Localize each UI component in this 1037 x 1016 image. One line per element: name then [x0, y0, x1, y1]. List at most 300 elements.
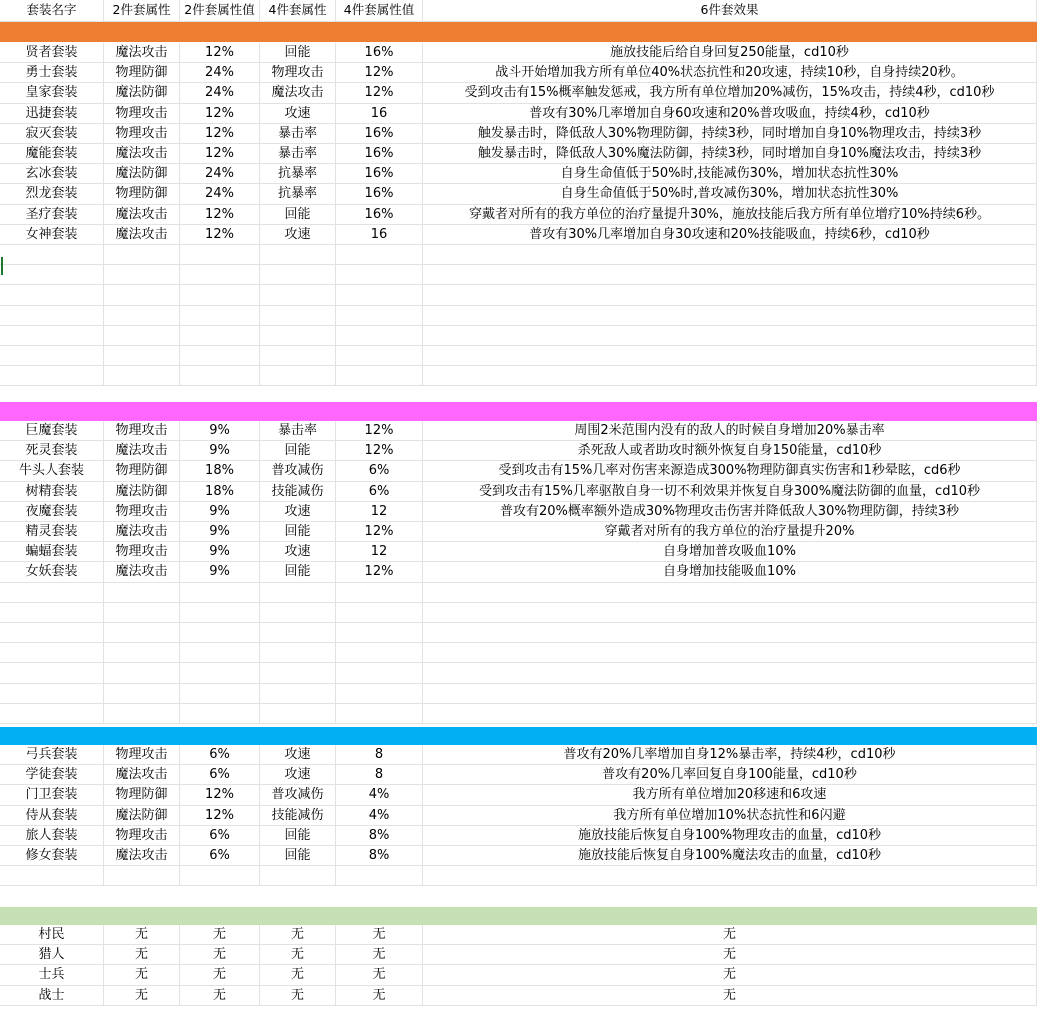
cell-2pc-value[interactable]: 12%	[180, 225, 260, 245]
table-row	[0, 562, 1037, 582]
cell-6pc-effect[interactable]	[423, 643, 1037, 663]
cell-2pc-attr[interactable]	[104, 346, 180, 366]
cell-2pc-value[interactable]: 无	[180, 945, 260, 965]
cell-2pc-value[interactable]	[180, 326, 260, 346]
cell-2pc-value[interactable]: 无	[180, 925, 260, 945]
cell-2pc-value[interactable]	[180, 265, 260, 285]
cell-2pc-value[interactable]	[180, 306, 260, 326]
cell-4pc-attr[interactable]: 回能	[260, 826, 336, 846]
cell-4pc-value[interactable]	[336, 265, 423, 285]
cell-4pc-value[interactable]: 12%	[336, 522, 423, 542]
cell-4pc-value[interactable]: 16%	[336, 184, 423, 204]
cell-set-name[interactable]: 树精套装	[0, 482, 104, 502]
cell-4pc-attr[interactable]: 暴击率	[260, 144, 336, 164]
cell-4pc-attr[interactable]: 魔法攻击	[260, 83, 336, 103]
cell-4pc-value[interactable]: 16%	[336, 124, 423, 144]
cell-2pc-value[interactable]: 24%	[180, 184, 260, 204]
cell-2pc-value[interactable]	[180, 285, 260, 305]
cell-2pc-value[interactable]	[180, 704, 260, 724]
cell-4pc-attr[interactable]	[260, 265, 336, 285]
cell-set-name[interactable]: 弓兵套装	[0, 745, 104, 765]
cell-2pc-value[interactable]	[180, 603, 260, 623]
cell-set-name[interactable]: 学徒套装	[0, 765, 104, 785]
cell-2pc-attr[interactable]: 物理攻击	[104, 502, 180, 522]
cell-2pc-attr[interactable]	[104, 583, 180, 603]
cell-2pc-attr[interactable]: 物理防御	[104, 461, 180, 481]
cell-2pc-attr[interactable]: 魔法攻击	[104, 205, 180, 225]
cell-2pc-attr[interactable]: 魔法攻击	[104, 522, 180, 542]
cell-6pc-effect[interactable]	[423, 346, 1037, 366]
cell-4pc-value[interactable]: 12%	[336, 441, 423, 461]
cell-2pc-attr[interactable]: 魔法攻击	[104, 43, 180, 63]
empty-row	[0, 583, 1037, 603]
cell-6pc-effect[interactable]	[423, 583, 1037, 603]
cell-set-name[interactable]	[0, 603, 104, 623]
empty-row	[0, 663, 1037, 683]
empty-row	[0, 643, 1037, 663]
cell-6pc-effect[interactable]	[423, 704, 1037, 724]
cell-set-name[interactable]: 旅人套装	[0, 826, 104, 846]
cell-cursor-marker	[1, 257, 3, 275]
header-cell-2pc-value[interactable]: 2件套属性值	[180, 0, 260, 22]
table-row	[0, 144, 1037, 164]
empty-row	[0, 306, 1037, 326]
cell-4pc-attr[interactable]	[260, 306, 336, 326]
cell-6pc-effect[interactable]: 施放技能后恢复自身100%物理攻击的血量，cd10秒	[423, 826, 1037, 846]
cell-2pc-attr[interactable]: 无	[104, 986, 180, 1006]
cell-4pc-attr[interactable]: 暴击率	[260, 421, 336, 441]
cell-6pc-effect[interactable]	[423, 603, 1037, 623]
cell-6pc-effect[interactable]	[423, 866, 1037, 886]
table-row	[0, 164, 1037, 184]
cell-6pc-effect[interactable]: 无	[423, 925, 1037, 945]
cell-2pc-attr[interactable]	[104, 684, 180, 704]
cell-2pc-value[interactable]: 无	[180, 965, 260, 985]
cell-4pc-attr[interactable]: 无	[260, 965, 336, 985]
table-row	[0, 441, 1037, 461]
cell-6pc-effect[interactable]	[423, 245, 1037, 265]
cell-2pc-value[interactable]	[180, 623, 260, 643]
cell-set-name[interactable]	[0, 285, 104, 305]
cell-2pc-attr[interactable]	[104, 326, 180, 346]
cell-set-name[interactable]	[0, 663, 104, 683]
cell-4pc-value[interactable]	[336, 366, 423, 386]
cell-4pc-attr[interactable]: 回能	[260, 562, 336, 582]
cell-4pc-value[interactable]: 16%	[336, 164, 423, 184]
table-row	[0, 482, 1037, 502]
header-cell-2pc-attr[interactable]: 2件套属性	[104, 0, 180, 22]
cell-set-name[interactable]: 圣疗套装	[0, 205, 104, 225]
cell-6pc-effect[interactable]	[423, 663, 1037, 683]
cell-2pc-attr[interactable]: 无	[104, 945, 180, 965]
cell-6pc-effect[interactable]: 我方所有单位增加20移速和6攻速	[423, 785, 1037, 805]
cell-4pc-value[interactable]	[336, 684, 423, 704]
cell-4pc-attr[interactable]: 无	[260, 925, 336, 945]
cell-6pc-effect[interactable]: 杀死敌人或者助攻时额外恢复自身150能量，cd10秒	[423, 441, 1037, 461]
cell-4pc-value[interactable]	[336, 346, 423, 366]
cell-6pc-effect[interactable]: 无	[423, 945, 1037, 965]
cell-set-name[interactable]	[0, 684, 104, 704]
cell-4pc-value[interactable]: 16%	[336, 43, 423, 63]
cell-2pc-attr[interactable]	[104, 285, 180, 305]
cell-4pc-value[interactable]: 12	[336, 542, 423, 562]
cell-set-name[interactable]	[0, 866, 104, 886]
cell-set-name[interactable]	[0, 346, 104, 366]
cell-4pc-value[interactable]: 8	[336, 745, 423, 765]
cell-4pc-attr[interactable]: 攻速	[260, 542, 336, 562]
table-row	[0, 461, 1037, 481]
cell-set-name[interactable]: 女神套装	[0, 225, 104, 245]
cell-4pc-value[interactable]	[336, 603, 423, 623]
cell-2pc-attr[interactable]	[104, 366, 180, 386]
cell-4pc-attr[interactable]: 攻速	[260, 502, 336, 522]
cell-4pc-attr[interactable]: 攻速	[260, 104, 336, 124]
section-band-4	[0, 907, 1037, 925]
cell-set-name[interactable]	[0, 704, 104, 724]
table-row	[0, 225, 1037, 245]
table-row	[0, 542, 1037, 562]
cell-2pc-attr[interactable]: 魔法防御	[104, 482, 180, 502]
cell-2pc-attr[interactable]: 物理攻击	[104, 421, 180, 441]
empty-row	[0, 346, 1037, 366]
cell-set-name[interactable]	[0, 366, 104, 386]
cell-2pc-value[interactable]	[180, 366, 260, 386]
cell-4pc-attr[interactable]: 回能	[260, 846, 336, 866]
cell-4pc-value[interactable]: 16	[336, 225, 423, 245]
cell-set-name[interactable]: 士兵	[0, 965, 104, 985]
cell-6pc-effect[interactable]: 普攻有30%几率增加自身30攻速和20%技能吸血，持续6秒，cd10秒	[423, 225, 1037, 245]
cell-set-name[interactable]: 迅捷套装	[0, 104, 104, 124]
cell-4pc-value[interactable]	[336, 663, 423, 683]
cell-4pc-attr[interactable]	[260, 583, 336, 603]
cell-6pc-effect[interactable]: 施放技能后给自身回复250能量，cd10秒	[423, 43, 1037, 63]
cell-4pc-value[interactable]: 8%	[336, 826, 423, 846]
cell-2pc-attr[interactable]: 魔法攻击	[104, 144, 180, 164]
empty-row	[0, 684, 1037, 704]
cell-4pc-attr[interactable]	[260, 866, 336, 886]
cell-set-name[interactable]: 村民	[0, 925, 104, 945]
cell-2pc-value[interactable]	[180, 663, 260, 683]
cell-4pc-attr[interactable]: 技能减伤	[260, 482, 336, 502]
cell-2pc-attr[interactable]	[104, 265, 180, 285]
cell-2pc-attr[interactable]: 魔法防御	[104, 83, 180, 103]
cell-4pc-value[interactable]	[336, 623, 423, 643]
cell-6pc-effect[interactable]: 无	[423, 986, 1037, 1006]
header-cell-4pc-value[interactable]: 4件套属性值	[336, 0, 423, 22]
table-row	[0, 421, 1037, 441]
cell-4pc-attr[interactable]	[260, 245, 336, 265]
cell-set-name[interactable]: 死灵套装	[0, 441, 104, 461]
cell-4pc-value[interactable]: 12	[336, 502, 423, 522]
cell-set-name[interactable]	[0, 583, 104, 603]
cell-6pc-effect[interactable]: 普攻有20%几率回复自身100能量，cd10秒	[423, 765, 1037, 785]
cell-2pc-value[interactable]: 24%	[180, 164, 260, 184]
empty-row	[0, 623, 1037, 643]
cell-6pc-effect[interactable]: 受到攻击有15%几率驱散自身一切不利效果并恢复自身300%魔法防御的血量，cd10秒	[423, 482, 1037, 502]
cell-2pc-attr[interactable]	[104, 643, 180, 663]
cell-4pc-value[interactable]: 6%	[336, 482, 423, 502]
cell-6pc-effect[interactable]: 穿戴者对所有的我方单位的治疗量提升20%	[423, 522, 1037, 542]
cell-2pc-attr[interactable]	[104, 245, 180, 265]
cell-set-name[interactable]: 勇士套装	[0, 63, 104, 83]
cell-4pc-value[interactable]: 12%	[336, 63, 423, 83]
cell-6pc-effect[interactable]: 普攻有20%几率增加自身12%暴击率，持续4秒，cd10秒	[423, 745, 1037, 765]
cell-6pc-effect[interactable]: 我方所有单位增加10%状态抗性和6闪避	[423, 806, 1037, 826]
cell-2pc-attr[interactable]: 物理防御	[104, 785, 180, 805]
cell-set-name[interactable]: 皇家套装	[0, 83, 104, 103]
header-cell-6pc-effect[interactable]: 6件套效果	[423, 0, 1037, 22]
empty-row	[0, 704, 1037, 724]
table-row	[0, 765, 1037, 785]
cell-6pc-effect[interactable]: 无	[423, 965, 1037, 985]
cell-set-name[interactable]: 巨魔套装	[0, 421, 104, 441]
cell-6pc-effect[interactable]	[423, 306, 1037, 326]
cell-2pc-value[interactable]: 24%	[180, 83, 260, 103]
cell-set-name[interactable]: 精灵套装	[0, 522, 104, 542]
section-band-2	[0, 402, 1037, 421]
table-row	[0, 502, 1037, 522]
cell-4pc-value[interactable]	[336, 306, 423, 326]
cell-2pc-value[interactable]	[180, 643, 260, 663]
cell-4pc-attr[interactable]	[260, 704, 336, 724]
cell-6pc-effect[interactable]: 战斗开始增加我方所有单位40%状态抗性和20攻速，持续10秒，自身持续20秒。	[423, 63, 1037, 83]
table-row	[0, 104, 1037, 124]
cell-6pc-effect[interactable]: 普攻有30%几率增加自身60攻速和20%普攻吸血，持续4秒，cd10秒	[423, 104, 1037, 124]
cell-set-name[interactable]: 烈龙套装	[0, 184, 104, 204]
cell-2pc-attr[interactable]: 魔法攻击	[104, 225, 180, 245]
cell-2pc-value[interactable]: 12%	[180, 124, 260, 144]
table-row	[0, 785, 1037, 805]
cell-set-name[interactable]: 玄冰套装	[0, 164, 104, 184]
cell-set-name[interactable]	[0, 643, 104, 663]
cell-4pc-attr[interactable]: 普攻减伤	[260, 461, 336, 481]
cell-4pc-value[interactable]: 无	[336, 925, 423, 945]
cell-2pc-value[interactable]: 12%	[180, 785, 260, 805]
table-row	[0, 43, 1037, 63]
cell-2pc-value[interactable]: 12%	[180, 144, 260, 164]
cell-2pc-attr[interactable]: 物理攻击	[104, 104, 180, 124]
cell-2pc-attr[interactable]	[104, 306, 180, 326]
cell-set-name[interactable]	[0, 245, 104, 265]
cell-set-name[interactable]: 门卫套装	[0, 785, 104, 805]
cell-2pc-attr[interactable]	[104, 603, 180, 623]
cell-2pc-value[interactable]: 9%	[180, 542, 260, 562]
cell-6pc-effect[interactable]: 触发暴击时，降低敌人30%魔法防御，持续3秒，同时增加自身10%魔法攻击，持续3秒	[423, 144, 1037, 164]
cell-4pc-attr[interactable]	[260, 684, 336, 704]
cell-set-name[interactable]: 魔能套装	[0, 144, 104, 164]
cell-6pc-effect[interactable]: 周围2米范围内没有的敌人的时候自身增加20%暴击率	[423, 421, 1037, 441]
table-row	[0, 806, 1037, 826]
cell-6pc-effect[interactable]	[423, 326, 1037, 346]
cell-4pc-value[interactable]: 4%	[336, 806, 423, 826]
cell-6pc-effect[interactable]: 自身增加技能吸血10%	[423, 562, 1037, 582]
cell-2pc-attr[interactable]	[104, 663, 180, 683]
cell-4pc-value[interactable]	[336, 285, 423, 305]
cell-4pc-attr[interactable]	[260, 603, 336, 623]
cell-2pc-value[interactable]: 无	[180, 986, 260, 1006]
cell-2pc-value[interactable]: 12%	[180, 43, 260, 63]
cell-4pc-value[interactable]: 12%	[336, 421, 423, 441]
cell-6pc-effect[interactable]	[423, 366, 1037, 386]
cell-4pc-value[interactable]	[336, 245, 423, 265]
table-row	[0, 184, 1037, 204]
cell-2pc-attr[interactable]: 物理攻击	[104, 745, 180, 765]
cell-2pc-value[interactable]	[180, 684, 260, 704]
cell-4pc-attr[interactable]: 暴击率	[260, 124, 336, 144]
cell-4pc-attr[interactable]: 回能	[260, 522, 336, 542]
cell-2pc-attr[interactable]: 物理防御	[104, 184, 180, 204]
cell-6pc-effect[interactable]: 自身生命值低于50%时,技能减伤30%，增加状态抗性30%	[423, 164, 1037, 184]
cell-6pc-effect[interactable]	[423, 285, 1037, 305]
cell-2pc-value[interactable]: 12%	[180, 806, 260, 826]
table-row	[0, 945, 1037, 965]
cell-6pc-effect[interactable]: 穿戴者对所有的我方单位的治疗量提升30%，施放技能后我方所有单位增疗10%持续6秒。	[423, 205, 1037, 225]
cell-set-name[interactable]: 夜魔套装	[0, 502, 104, 522]
cell-2pc-value[interactable]: 18%	[180, 461, 260, 481]
cell-4pc-attr[interactable]: 攻速	[260, 225, 336, 245]
cell-set-name[interactable]: 女妖套装	[0, 562, 104, 582]
cell-4pc-attr[interactable]	[260, 346, 336, 366]
cell-set-name[interactable]: 牛头人套装	[0, 461, 104, 481]
cell-2pc-attr[interactable]	[104, 623, 180, 643]
cell-4pc-value[interactable]	[336, 866, 423, 886]
cell-4pc-attr[interactable]	[260, 643, 336, 663]
cell-6pc-effect[interactable]	[423, 684, 1037, 704]
cell-2pc-attr[interactable]: 物理攻击	[104, 826, 180, 846]
cell-2pc-value[interactable]	[180, 583, 260, 603]
cell-set-name[interactable]	[0, 326, 104, 346]
header-row	[0, 0, 1037, 22]
cell-set-name[interactable]: 侍从套装	[0, 806, 104, 826]
cell-2pc-value[interactable]: 24%	[180, 63, 260, 83]
header-cell-set-name[interactable]: 套装名字	[0, 0, 104, 22]
cell-2pc-attr[interactable]: 无	[104, 965, 180, 985]
cell-6pc-effect[interactable]: 施放技能后恢复自身100%魔法攻击的血量，cd10秒	[423, 846, 1037, 866]
cell-4pc-attr[interactable]: 无	[260, 945, 336, 965]
cell-2pc-attr[interactable]	[104, 704, 180, 724]
cell-6pc-effect[interactable]: 触发暴击时，降低敌人30%物理防御，持续3秒，同时增加自身10%物理攻击，持续3秒	[423, 124, 1037, 144]
cell-4pc-value[interactable]: 无	[336, 965, 423, 985]
table-row	[0, 826, 1037, 846]
cell-4pc-attr[interactable]: 回能	[260, 441, 336, 461]
cell-2pc-attr[interactable]: 无	[104, 925, 180, 945]
cell-set-name[interactable]: 蝙蝠套装	[0, 542, 104, 562]
cell-4pc-attr[interactable]: 回能	[260, 205, 336, 225]
cell-4pc-attr[interactable]: 物理攻击	[260, 63, 336, 83]
cell-4pc-attr[interactable]	[260, 285, 336, 305]
cell-6pc-effect[interactable]: 受到攻击有15%概率触发惩戒，我方所有单位增加20%减伤，15%攻击，持续4秒，cd10秒	[423, 83, 1037, 103]
cell-2pc-value[interactable]	[180, 866, 260, 886]
cell-6pc-effect[interactable]: 受到攻击有15%几率对伤害来源造成300%物理防御真实伤害和1秒晕眩，cd6秒	[423, 461, 1037, 481]
cell-2pc-value[interactable]: 6%	[180, 826, 260, 846]
cell-4pc-value[interactable]	[336, 583, 423, 603]
cell-4pc-value[interactable]: 无	[336, 945, 423, 965]
cell-2pc-attr[interactable]: 魔法攻击	[104, 765, 180, 785]
cell-4pc-value[interactable]: 6%	[336, 461, 423, 481]
cell-4pc-attr[interactable]: 抗暴率	[260, 164, 336, 184]
cell-4pc-value[interactable]: 16%	[336, 205, 423, 225]
cell-4pc-value[interactable]: 12%	[336, 83, 423, 103]
cell-2pc-attr[interactable]: 魔法攻击	[104, 562, 180, 582]
cell-4pc-value[interactable]: 无	[336, 986, 423, 1006]
cell-4pc-attr[interactable]: 普攻减伤	[260, 785, 336, 805]
table-row	[0, 846, 1037, 866]
cell-2pc-value[interactable]: 9%	[180, 522, 260, 542]
table-row	[0, 986, 1037, 1006]
cell-2pc-value[interactable]: 12%	[180, 104, 260, 124]
cell-set-name[interactable]: 寂灭套装	[0, 124, 104, 144]
cell-4pc-attr[interactable]	[260, 623, 336, 643]
cell-4pc-attr[interactable]: 攻速	[260, 765, 336, 785]
cell-set-name[interactable]: 猎人	[0, 945, 104, 965]
cell-6pc-effect[interactable]: 自身生命值低于50%时,普攻减伤30%，增加状态抗性30%	[423, 184, 1037, 204]
cell-2pc-attr[interactable]: 魔法防御	[104, 164, 180, 184]
cell-set-name[interactable]: 战士	[0, 986, 104, 1006]
cell-2pc-value[interactable]: 9%	[180, 562, 260, 582]
cell-2pc-value[interactable]: 12%	[180, 205, 260, 225]
cell-2pc-value[interactable]	[180, 245, 260, 265]
cell-6pc-effect[interactable]	[423, 623, 1037, 643]
cell-2pc-attr[interactable]: 魔法防御	[104, 806, 180, 826]
cell-2pc-attr[interactable]: 物理攻击	[104, 542, 180, 562]
cell-set-name[interactable]	[0, 306, 104, 326]
table-row	[0, 63, 1037, 83]
cell-set-name[interactable]: 修女套装	[0, 846, 104, 866]
cell-6pc-effect[interactable]: 普攻有20%概率额外造成30%物理攻击伤害并降低敌人30%物理防御，持续3秒	[423, 502, 1037, 522]
cell-4pc-attr[interactable]: 无	[260, 986, 336, 1006]
section-band-1	[0, 22, 1037, 42]
cell-4pc-value[interactable]	[336, 704, 423, 724]
cell-2pc-attr[interactable]	[104, 866, 180, 886]
cell-2pc-attr[interactable]: 物理攻击	[104, 124, 180, 144]
cell-6pc-effect[interactable]	[423, 265, 1037, 285]
cell-4pc-value[interactable]: 8	[336, 765, 423, 785]
cell-2pc-value[interactable]: 9%	[180, 441, 260, 461]
cell-4pc-value[interactable]	[336, 643, 423, 663]
cell-4pc-attr[interactable]: 技能减伤	[260, 806, 336, 826]
table-row	[0, 965, 1037, 985]
cell-2pc-value[interactable]: 9%	[180, 421, 260, 441]
cell-4pc-value[interactable]: 8%	[336, 846, 423, 866]
cell-4pc-attr[interactable]: 回能	[260, 43, 336, 63]
cell-set-name[interactable]	[0, 265, 104, 285]
cell-4pc-attr[interactable]	[260, 366, 336, 386]
cell-4pc-attr[interactable]	[260, 663, 336, 683]
cell-4pc-value[interactable]: 12%	[336, 562, 423, 582]
cell-6pc-effect[interactable]: 自身增加普攻吸血10%	[423, 542, 1037, 562]
cell-set-name[interactable]: 贤者套装	[0, 43, 104, 63]
table-row	[0, 205, 1037, 225]
header-cell-4pc-attr[interactable]: 4件套属性	[260, 0, 336, 22]
cell-2pc-value[interactable]: 6%	[180, 846, 260, 866]
cell-2pc-attr[interactable]: 物理防御	[104, 63, 180, 83]
cell-2pc-value[interactable]: 9%	[180, 502, 260, 522]
cell-4pc-attr[interactable]: 攻速	[260, 745, 336, 765]
cell-2pc-value[interactable]: 6%	[180, 745, 260, 765]
cell-set-name[interactable]	[0, 623, 104, 643]
cell-2pc-value[interactable]: 6%	[180, 765, 260, 785]
cell-4pc-value[interactable]	[336, 326, 423, 346]
cell-2pc-value[interactable]	[180, 346, 260, 366]
cell-2pc-value[interactable]: 18%	[180, 482, 260, 502]
cell-4pc-value[interactable]: 4%	[336, 785, 423, 805]
cell-4pc-value[interactable]: 16	[336, 104, 423, 124]
cell-4pc-attr[interactable]: 抗暴率	[260, 184, 336, 204]
cell-4pc-value[interactable]: 16%	[336, 144, 423, 164]
cell-2pc-attr[interactable]: 魔法攻击	[104, 846, 180, 866]
cell-2pc-attr[interactable]: 魔法攻击	[104, 441, 180, 461]
cell-4pc-attr[interactable]	[260, 326, 336, 346]
